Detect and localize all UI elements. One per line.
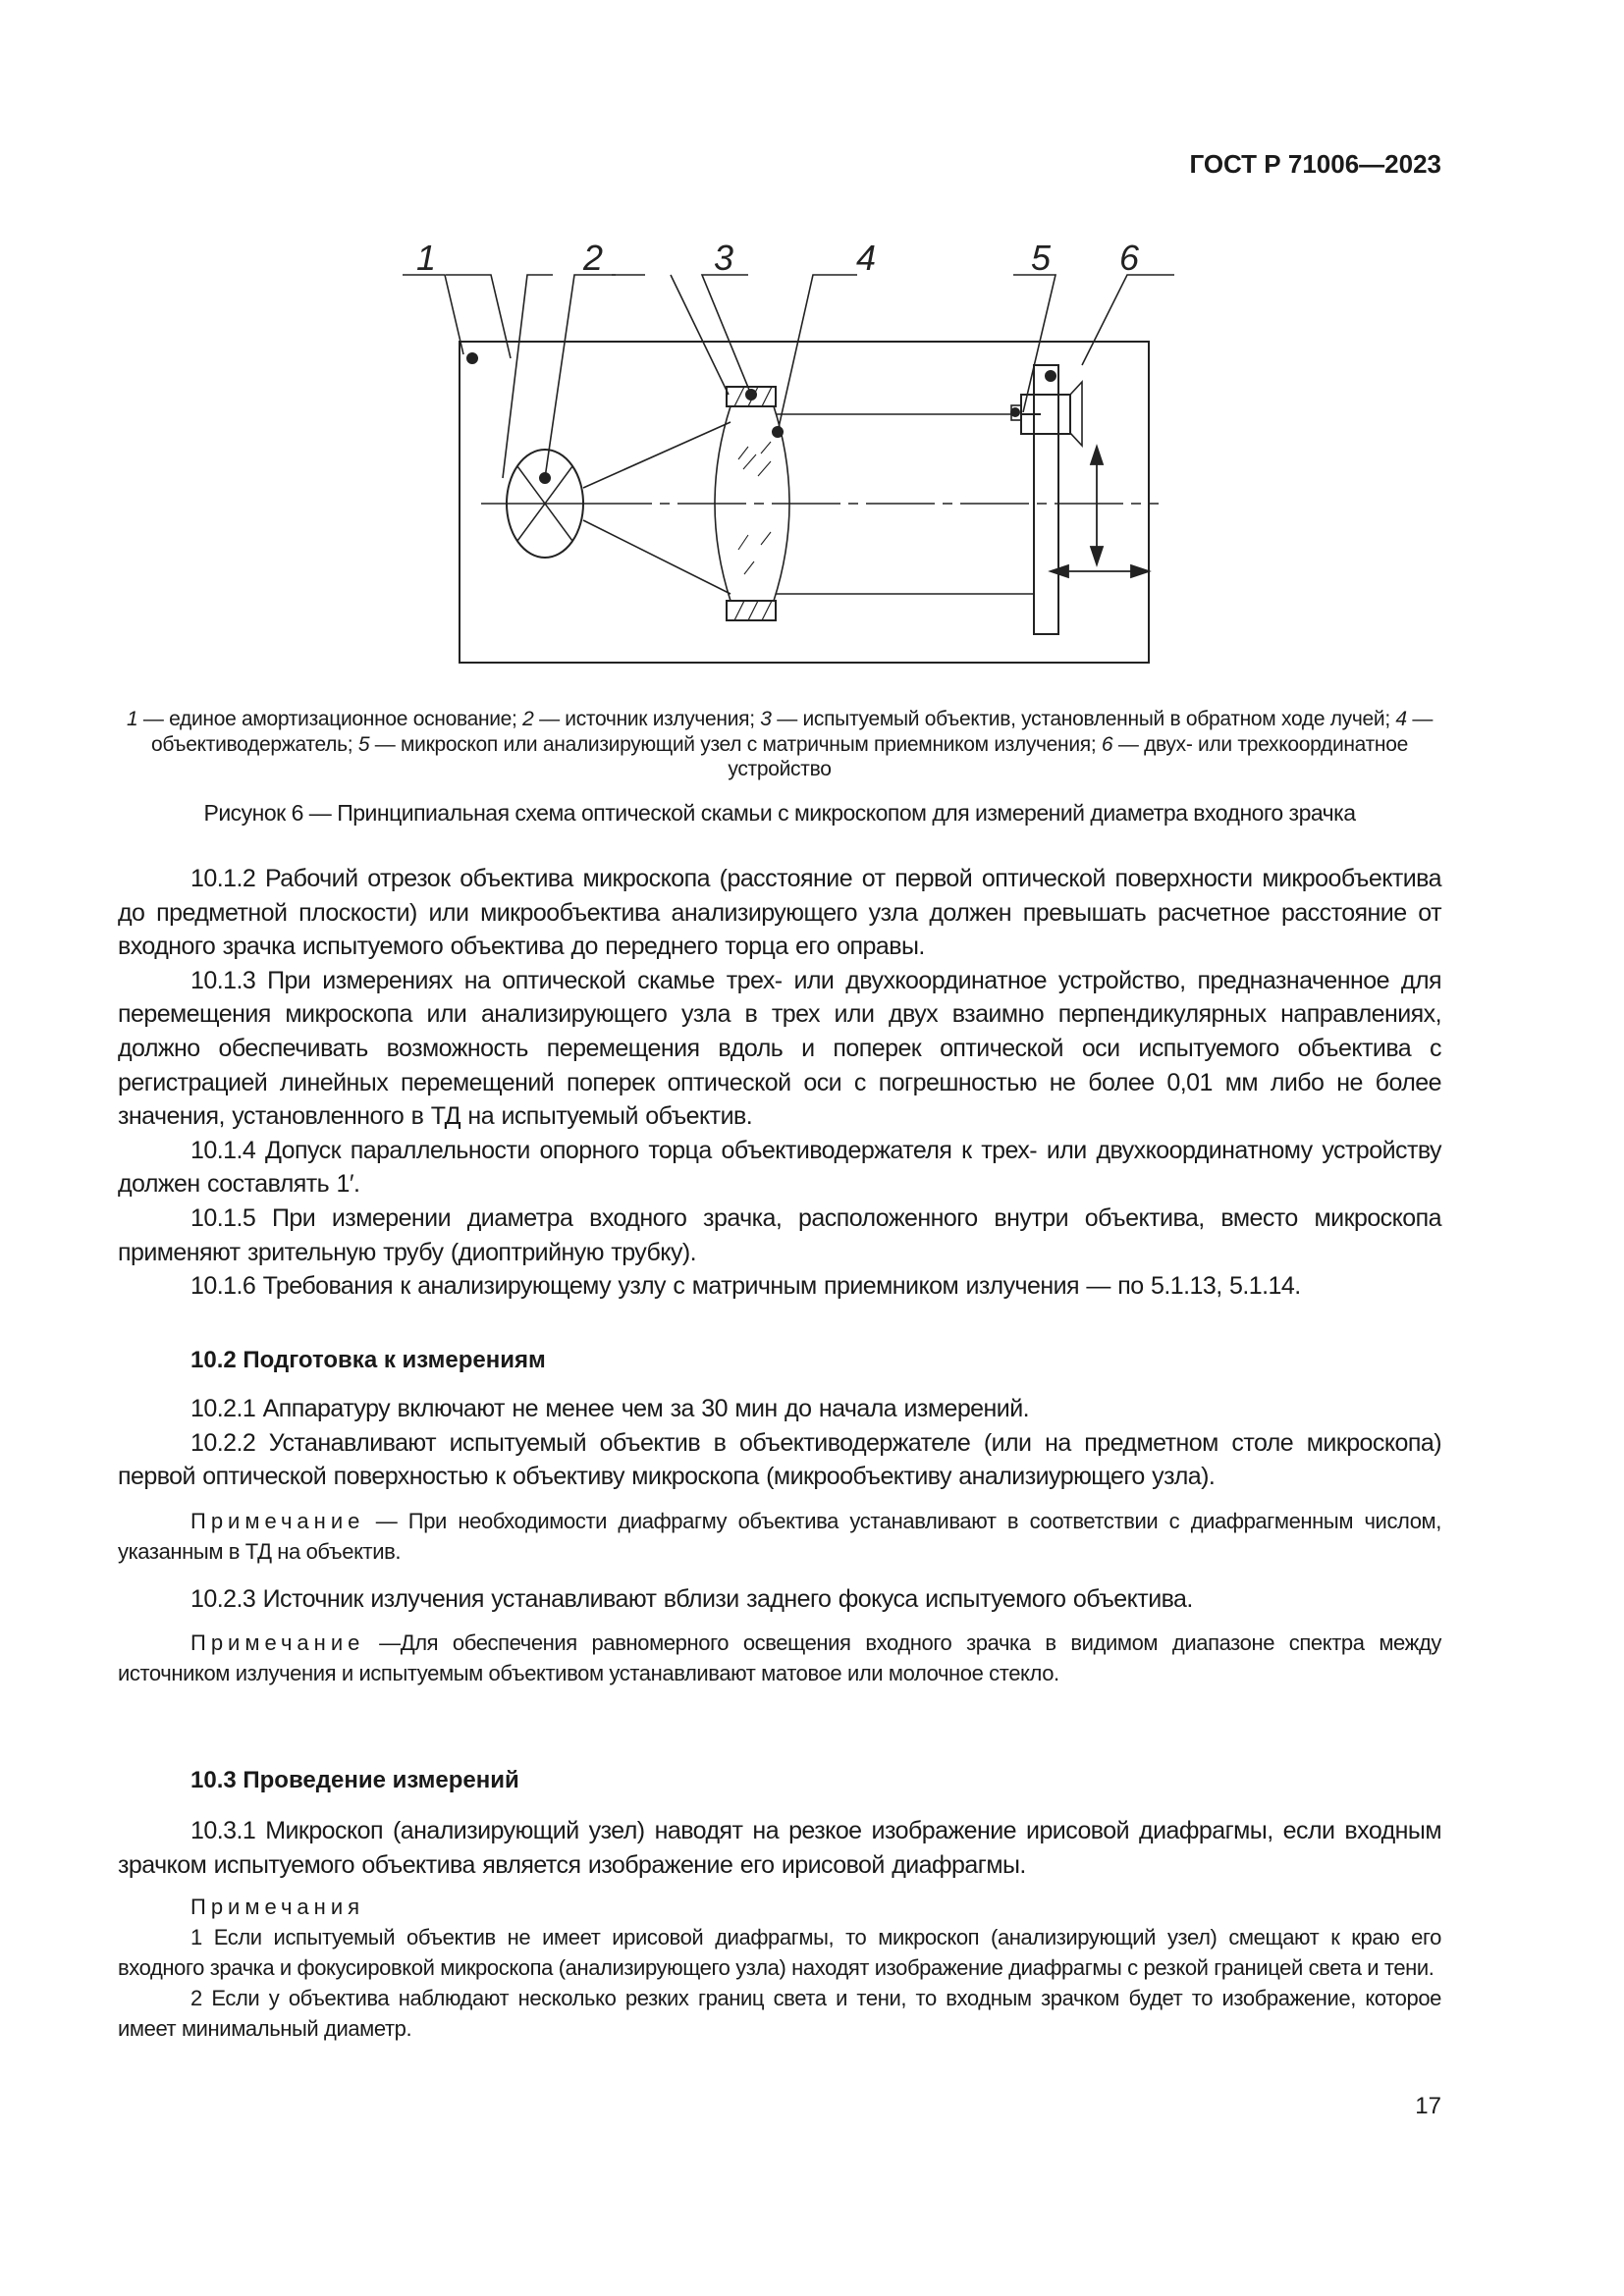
figure-title: Рисунок 6 — Принципиальная схема оптической скамьи с микроскопом для измерений диаметра входного зрачка: [203, 800, 1356, 826]
leader-6: [1082, 275, 1174, 365]
legend-text: — объективодержатель;: [151, 708, 1434, 756]
base-plate: [460, 342, 1149, 663]
section-10-2: [118, 1347, 1441, 1688]
legend-num: 3: [760, 708, 772, 730]
paragraph-10-1-4: 10.1.4 Допуск параллельности опорного торца объективодержателя к трех- или двухкоординатному устройству должен составлять 1′.: [118, 1136, 1441, 1199]
leader-1: [446, 275, 511, 358]
notes-label: [118, 1892, 1441, 1922]
document-id: ГОСТ Р 71006—2023: [1189, 149, 1441, 179]
dot-1: [467, 353, 477, 363]
legend-num: 5: [357, 732, 370, 756]
label-6: 6: [1119, 238, 1140, 278]
heading-10-3: 10.3 Проведение измерений: [190, 1767, 519, 1793]
paragraph-10-3-1: 10.3.1 Микроскоп (анализирующий узел) наводят на резкое изображение ирисовой диафрагмы, если входным зрачком испытуемого объектива является изображение его ирисовой диафрагмы.: [118, 1817, 1441, 1879]
legend-num: 6: [1101, 732, 1113, 756]
heading-10-2: 10.2 Подготовка к измерениям: [190, 1347, 546, 1373]
legend-num: 4: [1395, 708, 1407, 730]
holder-bottom: [727, 601, 776, 620]
paragraph-10-2-3: 10.2.3 Источник излучения устанавливают вблизи заднего фокуса испытуемого объектива.: [190, 1584, 1193, 1613]
notes-label-text: Примечания: [190, 1895, 365, 1920]
paragraph-10-2-1: 10.2.1 Аппаратуру включают не менее чем за 30 мин до начала измерений.: [190, 1395, 1030, 1422]
note-text: — При необходимости диафрагму объектива устанавливают в соответствии с диафрагменным числом, указанным в ТД на объектив.: [118, 1508, 1441, 1564]
legend-text: — единое амортизационное основание;: [137, 708, 523, 730]
scheme: [446, 275, 1174, 663]
note-label: Примечание: [190, 1630, 365, 1656]
legend-text: — испытуемый объектив, установленный в обратном ходе лучей;: [771, 708, 1396, 730]
ray-top: [583, 422, 731, 488]
paragraph-10-1-3: 10.1.3 При измерениях на оптической скамье трех- или двухкоординатное устройство, предназначенное для перемещения микроскопа или анализирующего узла в трех или двух взаимно перпендикулярных направлениях, должно обеспечивать возможность перемещения вдоль и поперек оптической оси испытуемого объектива с регистрацией линейных перемещений поперек оптической оси с погрешностью не более 0,01 мм либо не более значения, установленного в ТД на испытуемый объектив.: [118, 966, 1441, 1131]
legend-num: 1: [126, 708, 138, 730]
legend-num: 2: [522, 708, 534, 730]
section-10-3: [118, 1767, 1441, 2044]
callout-numbers: [416, 238, 1140, 278]
note-label: Примечание: [190, 1508, 365, 1533]
label-2: 2: [583, 238, 604, 278]
legend-text: — микроскоп или анализирующий узел с матричным приемником излучения;: [369, 732, 1102, 756]
horizontal-arrow: [1051, 565, 1149, 577]
label-4: 4: [856, 238, 877, 278]
paragraph-10-1-5: 10.1.5 При измерении диаметра входного зрачка, расположенного внутри объектива, вместо микроскопа применяют зрительную трубу (диоптрийную трубку).: [118, 1203, 1441, 1266]
page-number: 17: [1415, 2093, 1441, 2119]
label-3: 3: [714, 238, 734, 278]
note-1: 1 Если испытуемый объектив не имеет ирисовой диафрагмы, то микроскоп (анализирующий узел) смещают к краю его входного зрачка и фокусировкой микроскопа (анализирующего узла) находят изображение диафрагмы с резкой границей света и тени.: [118, 1925, 1441, 1981]
legend-text: — двух- или трехкоординатное устройство: [728, 732, 1408, 780]
vertical-arrow: [1091, 447, 1103, 564]
ray-bottom: [583, 520, 731, 594]
paragraph-10-1-6: 10.1.6 Требования к анализирующему узлу с матричным приемником излучения — по 5.1.13, 5.1.14.: [190, 1272, 1301, 1301]
note-10-2-3: [118, 1628, 1441, 1688]
note-10-2-2: [118, 1506, 1441, 1567]
legend-text: — источник излучения;: [533, 708, 761, 730]
note-2: 2 Если у объектива наблюдают несколько резких границ света и тени, то входным зрачком будет то изображение, которое имеет минимальный диаметр.: [118, 1986, 1441, 2042]
leader-lines: [403, 275, 729, 478]
label-5: 5: [1031, 238, 1052, 278]
paragraph-10-2-2: 10.2.2 Устанавливают испытуемый объектив в объективодержателе (или на предметном столе микроскопа) первой оптической поверхностью к объективу микроскопа (микрообъективу анализиурющего узла).: [118, 1428, 1441, 1491]
leader-3: [702, 275, 751, 395]
figure-legend: [118, 707, 1441, 782]
paragraph-10-1-2: 10.1.2 Рабочий отрезок объектива микроскопа (расстояние от первой оптической поверхности микрообъектива до предметной плоскости) или микрообъектива анализирующего узла должен превышать расчетное расстояние от входного зрачка испытуемого объектива до переднего торца его оправы.: [118, 865, 1441, 961]
leader-4: [778, 275, 857, 432]
label-1: 1: [416, 238, 437, 278]
figure-6-diagram: [0, 0, 1624, 687]
eyepiece: [1070, 382, 1082, 446]
coordinate-stage: [1034, 365, 1058, 634]
section-10-1-continued: [118, 862, 1441, 1304]
leader-2: [545, 275, 616, 478]
note-text: —Для обеспечения равномерного освещения входного зрачка в видимом диапазоне спектра между источником излучения и испытуемым объективом устанавливают матовое или молочное стекло.: [118, 1630, 1441, 1686]
